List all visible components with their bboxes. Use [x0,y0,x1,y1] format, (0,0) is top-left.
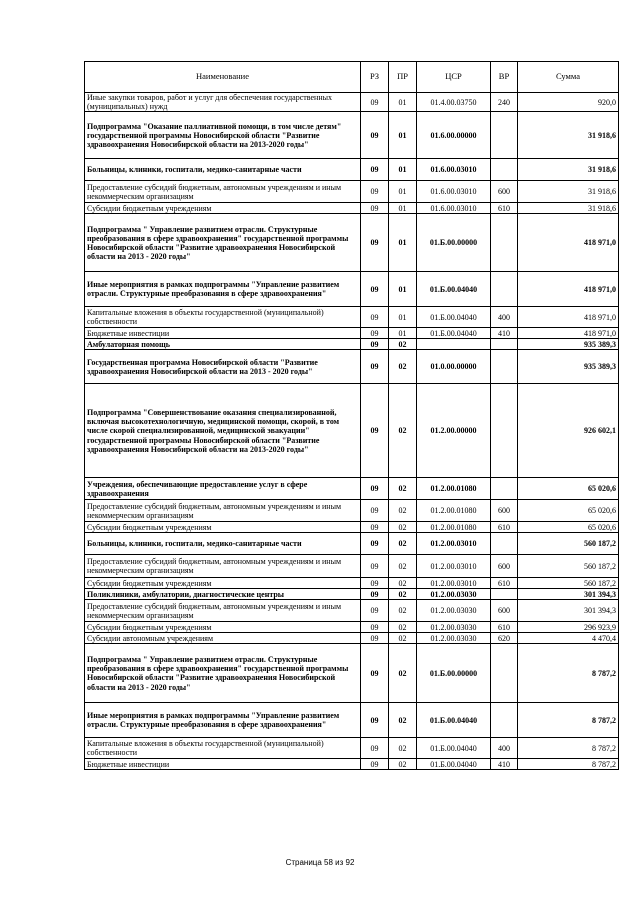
cell-csr: 01.2.00.03030 [417,622,491,633]
cell-name: Субсидии автономным учреждениям [85,633,361,644]
cell-pr: 02 [389,350,417,384]
header-vr: ВР [491,62,518,93]
cell-name: Субсидии бюджетным учреждениям [85,578,361,589]
cell-pr: 02 [389,644,417,703]
cell-rz: 09 [361,203,389,214]
table-row [85,522,619,533]
cell-name: Подпрограмма "Оказание паллиативной помощи, в том числе детям" государственной программы Новосибирской области "Развитие здравоохранения Новосибирской области на 2013-2020 годы" [85,112,361,159]
cell-rz: 09 [361,500,389,522]
table-row [85,589,619,600]
cell-name: Субсидии бюджетным учреждениям [85,622,361,633]
cell-rz: 09 [361,159,389,181]
cell-csr: 01.6.00.03010 [417,181,491,203]
cell-sum: 296 923,9 [518,622,619,633]
cell-vr: 410 [491,759,518,770]
cell-sum: 418 971,0 [518,272,619,307]
cell-csr: 01.2.00.01080 [417,500,491,522]
cell-csr: 01.Б.00.04040 [417,272,491,307]
cell-sum: 935 389,3 [518,339,619,350]
cell-pr: 02 [389,384,417,478]
cell-vr: 610 [491,622,518,633]
cell-vr [491,214,518,272]
cell-rz: 09 [361,181,389,203]
cell-name: Государственная программа Новосибирской области "Развитие здравоохранения Новосибирской области на 2013 - 2020 годы" [85,350,361,384]
cell-pr: 01 [389,112,417,159]
table-row [85,600,619,622]
cell-csr: 01.2.00.03030 [417,633,491,644]
cell-rz: 09 [361,533,389,555]
cell-pr: 02 [389,759,417,770]
cell-rz: 09 [361,633,389,644]
cell-pr: 02 [389,500,417,522]
cell-vr: 600 [491,555,518,578]
cell-pr: 02 [389,522,417,533]
cell-rz: 09 [361,589,389,600]
cell-csr: 01.2.00.03030 [417,600,491,622]
cell-name: Амбулаторная помощь [85,339,361,350]
cell-pr: 02 [389,533,417,555]
cell-sum: 8 787,2 [518,703,619,738]
cell-sum: 31 918,6 [518,159,619,181]
table-row [85,633,619,644]
table-row [85,159,619,181]
cell-pr: 02 [389,703,417,738]
cell-rz: 09 [361,522,389,533]
cell-csr: 01.2.00.03010 [417,533,491,555]
cell-pr: 02 [389,589,417,600]
cell-rz: 09 [361,214,389,272]
cell-name: Подпрограмма " Управление развитием отрасли. Структурные преобразования в сфере здравоохранения" государственной программы Новосибирской области "Развитие здравоохранения Новосибирской области на 2013 - 2020 годы" [85,214,361,272]
cell-sum: 31 918,6 [518,181,619,203]
cell-name: Предоставление субсидий бюджетным, автономным учреждениям и иным некоммерческим организациям [85,181,361,203]
cell-csr: 01.Б.00.04040 [417,703,491,738]
cell-vr [491,384,518,478]
cell-csr: 01.6.00.00000 [417,112,491,159]
table-row [85,307,619,328]
cell-sum: 4 470,4 [518,633,619,644]
cell-sum: 560 187,2 [518,578,619,589]
cell-rz: 09 [361,578,389,589]
header-sum: Сумма [518,62,619,93]
cell-csr: 01.6.00.03010 [417,203,491,214]
header-name: Наименование [85,62,361,93]
cell-vr: 600 [491,181,518,203]
table-header-row [85,62,619,93]
cell-vr [491,112,518,159]
table-row [85,738,619,759]
cell-vr: 400 [491,738,518,759]
cell-vr: 620 [491,633,518,644]
page-footer: Страница 58 из 92 [285,858,355,867]
cell-rz: 09 [361,350,389,384]
cell-name: Субсидии бюджетным учреждениям [85,203,361,214]
cell-sum: 301 394,3 [518,600,619,622]
table-row [85,578,619,589]
cell-pr: 01 [389,93,417,112]
cell-csr: 01.Б.00.04040 [417,328,491,339]
cell-rz: 09 [361,93,389,112]
cell-name: Бюджетные инвестиции [85,328,361,339]
cell-sum: 65 020,6 [518,500,619,522]
table-row [85,555,619,578]
table-row [85,533,619,555]
table-row [85,203,619,214]
cell-rz: 09 [361,703,389,738]
cell-rz: 09 [361,328,389,339]
cell-csr: 01.6.00.03010 [417,159,491,181]
table-row [85,214,619,272]
table-row [85,272,619,307]
cell-rz: 09 [361,384,389,478]
header-csr: ЦСР [417,62,491,93]
table-row [85,622,619,633]
cell-name: Бюджетные инвестиции [85,759,361,770]
cell-vr: 610 [491,578,518,589]
cell-vr: 610 [491,203,518,214]
cell-pr: 02 [389,555,417,578]
cell-rz: 09 [361,555,389,578]
cell-vr [491,272,518,307]
cell-name: Поликлиники, амбулатории, диагностические центры [85,589,361,600]
header-pr: ПР [389,62,417,93]
cell-csr: 01.Б.00.00000 [417,214,491,272]
cell-csr: 01.Б.00.04040 [417,738,491,759]
cell-name: Иные закупки товаров, работ и услуг для обеспечения государственных (муниципальных) нужд [85,93,361,112]
cell-vr [491,533,518,555]
cell-pr: 01 [389,307,417,328]
cell-sum: 560 187,2 [518,533,619,555]
cell-sum: 31 918,6 [518,112,619,159]
cell-pr: 01 [389,272,417,307]
cell-sum: 418 971,0 [518,328,619,339]
cell-rz: 09 [361,478,389,500]
cell-pr: 01 [389,181,417,203]
table-row [85,93,619,112]
cell-csr: 01.0.00.00000 [417,350,491,384]
cell-name: Подпрограмма " Управление развитием отрасли. Структурные преобразования в сфере здравоохранения" государственной программы Новосибирской области "Развитие здравоохранения Новосибирской области на 2013 - 2020 годы" [85,644,361,703]
cell-vr: 400 [491,307,518,328]
cell-vr [491,644,518,703]
cell-sum: 31 918,6 [518,203,619,214]
table-row [85,500,619,522]
cell-pr: 01 [389,159,417,181]
header-rz: РЗ [361,62,389,93]
table-row [85,703,619,738]
cell-rz: 09 [361,738,389,759]
cell-pr: 02 [389,738,417,759]
cell-name: Предоставление субсидий бюджетным, автономным учреждениям и иным некоммерческим организациям [85,555,361,578]
table-body [85,93,619,770]
table-row [85,339,619,350]
cell-rz: 09 [361,644,389,703]
cell-rz: 09 [361,759,389,770]
cell-vr [491,589,518,600]
cell-vr [491,159,518,181]
cell-name: Учреждения, обеспечивающие предоставление услуг в сфере здравоохранения [85,478,361,500]
cell-sum: 65 020,6 [518,522,619,533]
cell-sum: 935 389,3 [518,350,619,384]
cell-csr: 01.2.00.03010 [417,555,491,578]
cell-csr: 01.4.00.03750 [417,93,491,112]
cell-vr: 600 [491,600,518,622]
table-row [85,328,619,339]
cell-pr: 02 [389,622,417,633]
cell-vr: 600 [491,500,518,522]
cell-csr: 01.Б.00.04040 [417,759,491,770]
cell-name: Капитальные вложения в объекты государственной (муниципальной) собственности [85,307,361,328]
cell-name: Больницы, клиники, госпитали, медико-санитарные части [85,533,361,555]
cell-csr: 01.2.00.03030 [417,589,491,600]
cell-sum: 920,0 [518,93,619,112]
cell-csr [417,339,491,350]
cell-pr: 01 [389,203,417,214]
cell-name: Предоставление субсидий бюджетным, автономным учреждениям и иным некоммерческим организациям [85,500,361,522]
table-row [85,478,619,500]
cell-rz: 09 [361,112,389,159]
cell-rz: 09 [361,600,389,622]
table-row [85,759,619,770]
table-row [85,112,619,159]
cell-pr: 01 [389,328,417,339]
cell-csr: 01.Б.00.04040 [417,307,491,328]
cell-sum: 8 787,2 [518,738,619,759]
cell-rz: 09 [361,339,389,350]
cell-sum: 301 394,3 [518,589,619,600]
cell-vr [491,703,518,738]
cell-sum: 926 602,1 [518,384,619,478]
cell-rz: 09 [361,272,389,307]
cell-vr: 610 [491,522,518,533]
table-row [85,350,619,384]
cell-csr: 01.2.00.01080 [417,522,491,533]
cell-name: Иные мероприятия в рамках подпрограммы "Управление развитием отрасли. Структурные преобразования в сфере здравоохранения" [85,703,361,738]
cell-sum: 8 787,2 [518,759,619,770]
cell-pr: 02 [389,478,417,500]
cell-pr: 02 [389,600,417,622]
cell-name: Предоставление субсидий бюджетным, автономным учреждениям и иным некоммерческим организациям [85,600,361,622]
cell-sum: 65 020,6 [518,478,619,500]
cell-csr: 01.Б.00.00000 [417,644,491,703]
cell-name: Подпрограмма "Совершенствование оказания специализированной, включая высокотехнологичную, медицинской помощи, скорой, в том числе скорой специализированной, медицинской эвакуации" государственной программы Новосибирской области "Развитие здравоохранения Новосибирской области на 2013-2020 годы" [85,384,361,478]
cell-rz: 09 [361,307,389,328]
cell-pr: 02 [389,633,417,644]
cell-name: Больницы, клиники, госпитали, медико-санитарные части [85,159,361,181]
cell-vr: 240 [491,93,518,112]
cell-sum: 560 187,2 [518,555,619,578]
table-row [85,644,619,703]
cell-name: Субсидии бюджетным учреждениям [85,522,361,533]
cell-csr: 01.2.00.03010 [417,578,491,589]
cell-pr: 02 [389,339,417,350]
cell-vr [491,350,518,384]
table-row [85,384,619,478]
cell-name: Капитальные вложения в объекты государственной (муниципальной) собственности [85,738,361,759]
budget-table [84,61,619,770]
cell-sum: 418 971,0 [518,214,619,272]
cell-vr [491,339,518,350]
cell-pr: 02 [389,578,417,589]
table-row [85,181,619,203]
cell-name: Иные мероприятия в рамках подпрограммы "Управление развитием отрасли. Структурные преобразования в сфере здравоохранения" [85,272,361,307]
cell-vr: 410 [491,328,518,339]
cell-csr: 01.2.00.01080 [417,478,491,500]
cell-pr: 01 [389,214,417,272]
cell-csr: 01.2.00.00000 [417,384,491,478]
cell-vr [491,478,518,500]
cell-rz: 09 [361,622,389,633]
cell-sum: 418 971,0 [518,307,619,328]
cell-sum: 8 787,2 [518,644,619,703]
